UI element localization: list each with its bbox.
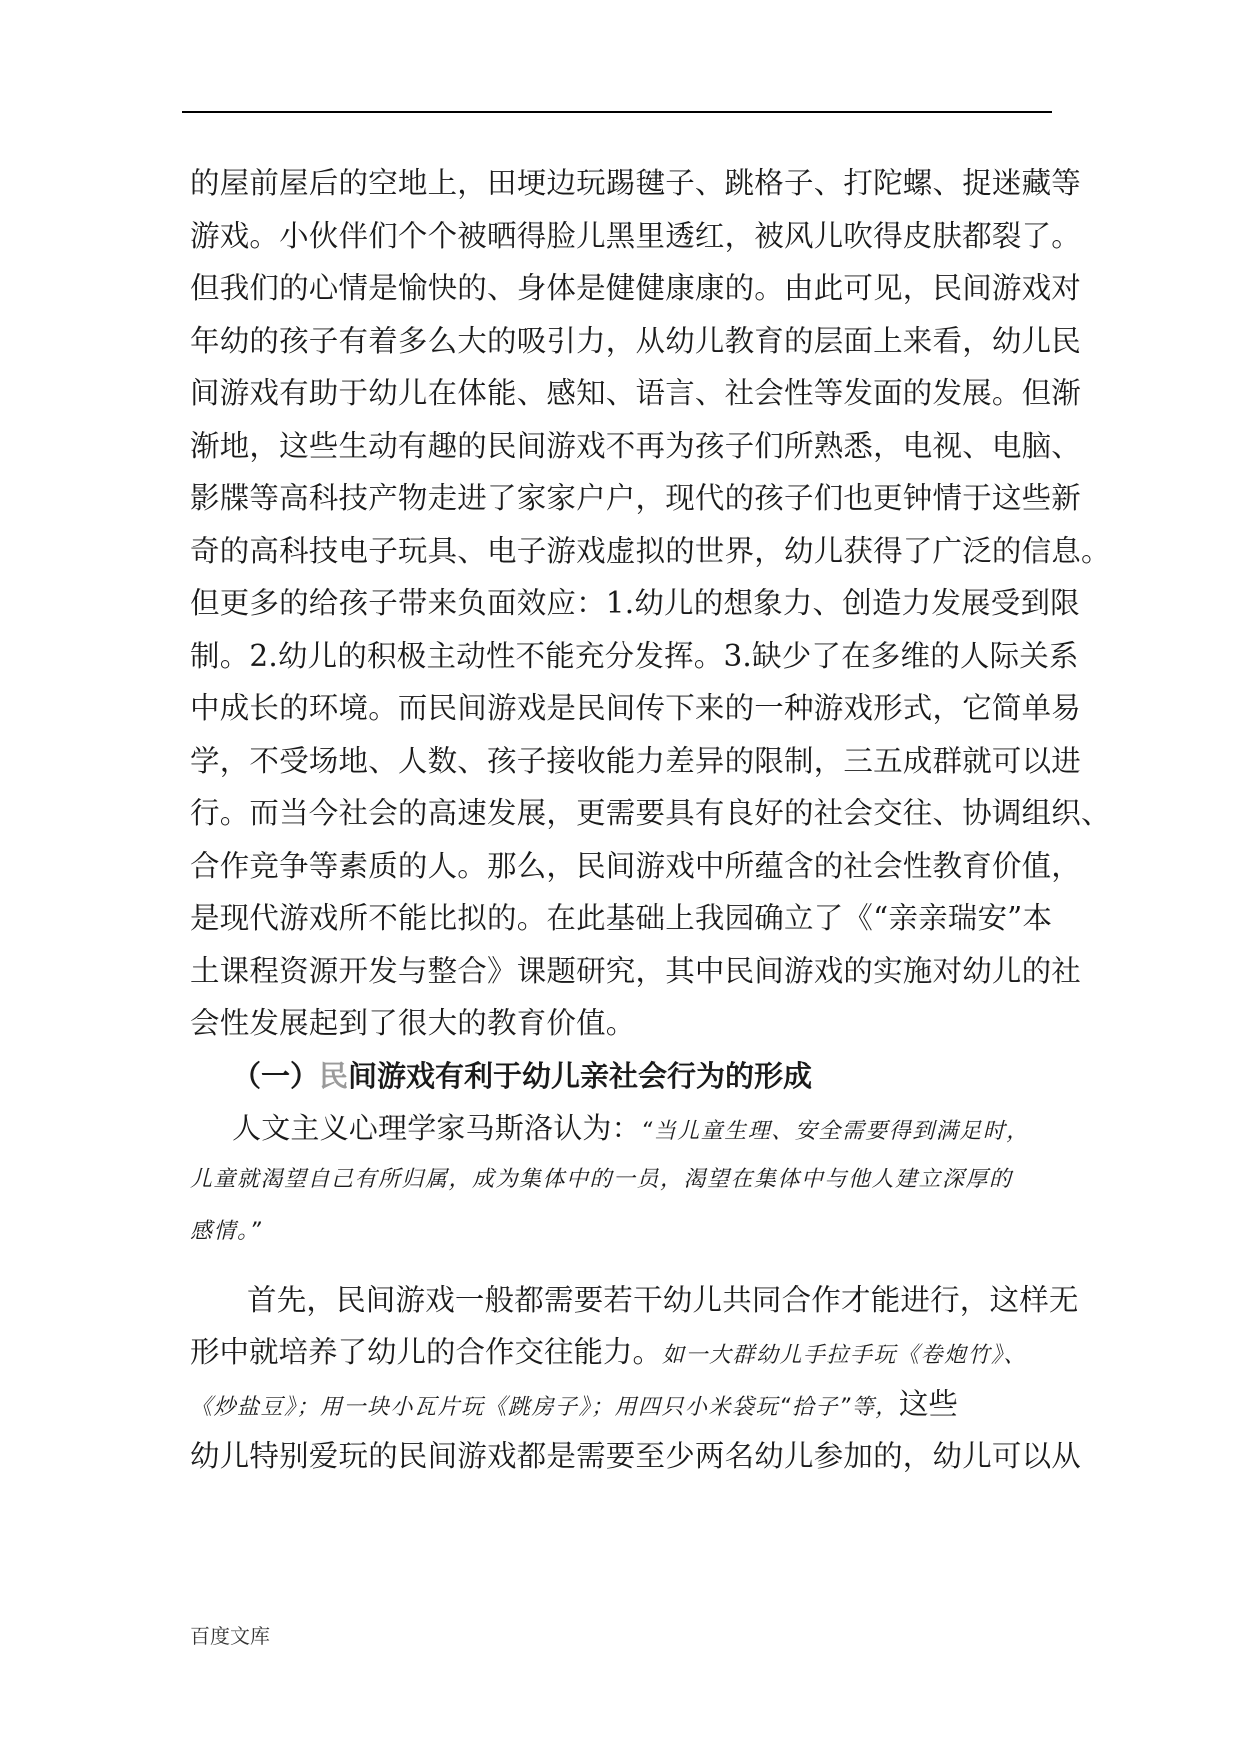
quote-line: 儿童就渴望自己有所归属，成为集体中的一员，渴望在集体中与他人建立深厚的: [190, 1166, 1013, 1192]
body-line: 合作竞争等素质的人。那么，民间游戏中所蕴含的社会性教育价值，: [190, 848, 1082, 883]
spacer: [190, 1258, 1050, 1274]
paragraph-continued: [190, 157, 1111, 1050]
body-line: 奇的高科技电子玩具、电子游戏虚拟的世界，幼儿获得了广泛的信息。: [190, 533, 1111, 568]
footer-label: 百度文库: [190, 1624, 270, 1648]
body-text: 形中就培养了幼儿的合作交往能力。: [190, 1335, 663, 1369]
body-line: 行。而当今社会的高速发展，更需要具有良好的社会交往、协调组织、: [190, 796, 1111, 830]
body-line: 游戏。小伙伴们个个被晒得脸儿黑里透红，被风儿吹得皮肤都裂了。: [190, 218, 1082, 253]
body-line: 中成长的环境。而民间游戏是民间传下来的一种游戏形式，它简单易: [190, 691, 1082, 725]
body-line: 但我们的心情是愉快的、身体是健健康康的。由此可见，民间游戏对: [190, 271, 1082, 305]
quote-text-start: “当儿童生理、安全需要得到满足时，: [640, 1118, 1030, 1144]
example-text: 如一大群幼儿手拉手玩《卷炮竹》、: [662, 1343, 1028, 1368]
body-line-mixed: [190, 1378, 1050, 1430]
document-body: [190, 157, 1111, 1483]
heading-prefix: （一）民: [232, 1058, 349, 1093]
body-line: 渐地，这些生动有趣的民间游戏不再为孩子们所熟悉，电视、电脑、: [190, 428, 1082, 463]
body-line: 影牒等高科技产物走进了家家户户，现代的孩子们也更钟情于这些新: [190, 481, 1082, 515]
header-rule: [182, 111, 1052, 113]
example-text: 《炒盐豆》；用一块小瓦片玩《跳房子》；用四只小米袋玩“拾子”等，: [190, 1395, 899, 1420]
body-line: 会性发展起到了很大的教育价值。: [190, 1006, 636, 1040]
body-line: 制。2.幼儿的积极主动性不能充分发挥。3.缺少了在多维的人际关系: [190, 638, 1079, 673]
body-line: 土课程资源开发与整合》课题研究，其中民间游戏的实施对幼儿的社: [190, 953, 1082, 988]
quote-lead-text: 人文主义心理学家马斯洛认为：: [232, 1110, 641, 1145]
body-line: 首先，民间游戏一般都需要若干幼儿共同合作才能进行，这样无: [247, 1282, 1079, 1317]
body-line: 的屋前屋后的空地上，田埂边玩踢毽子、跳格子、打陀螺、捉迷藏等: [190, 166, 1082, 200]
section-heading: [190, 1050, 1050, 1102]
quote-line: 感情。”: [190, 1218, 263, 1244]
body-line-mixed: [190, 1326, 1050, 1378]
body-line: 间游戏有助于幼儿在体能、感知、语言、社会性等发面的发展。但渐: [190, 376, 1082, 410]
body-line: 但更多的给孩子带来负面效应：1.幼儿的想象力、创造力发展受到限: [190, 586, 1080, 620]
body-line: 是现代游戏所不能比拟的。在此基础上我园确立了《“亲亲瑞安”本: [190, 901, 1053, 935]
heading-highlight-char: 民: [319, 1058, 349, 1093]
quote-block: [190, 1102, 1050, 1258]
body-text: 这些: [898, 1387, 958, 1421]
quote-lead-line: [190, 1102, 1050, 1154]
paragraph-second: [190, 1274, 1082, 1483]
body-line: 幼儿特别爱玩的民间游戏都是需要至少两名幼儿参加的，幼儿可以从: [190, 1439, 1082, 1473]
body-line: 年幼的孩子有着多么大的吸引力，从幼儿教育的层面上来看，幼儿民: [190, 323, 1082, 358]
heading-text: 间游戏有利于幼儿亲社会行为的形成: [348, 1058, 813, 1093]
body-line: 学，不受场地、人数、孩子接收能力差异的限制，三五成群就可以进: [190, 743, 1082, 778]
